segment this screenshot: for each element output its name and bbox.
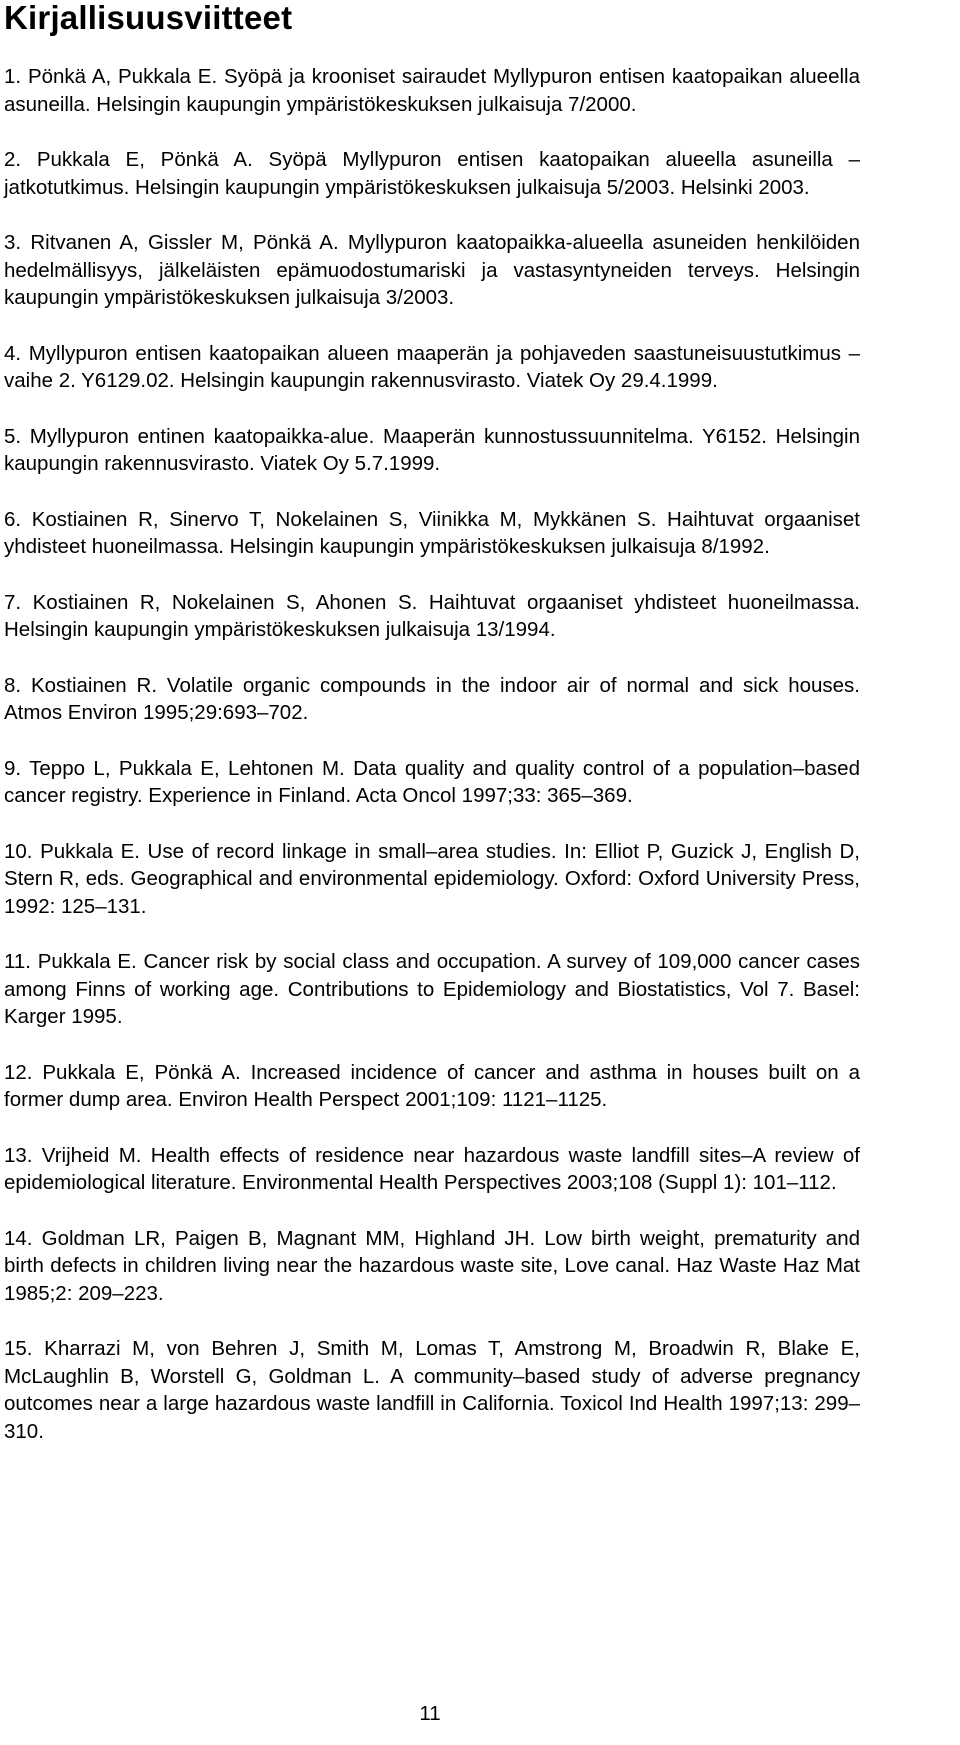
reference-item: 1. Pönkä A, Pukkala E. Syöpä ja krooniset sairaudet Myllypuron entisen kaatopaikan alueella asuneilla. Helsingin kaupungin ympäristökeskuksen julkaisuja 7/2000. — [4, 65, 860, 116]
reference-item: 12. Pukkala E, Pönkä A. Increased incidence of cancer and asthma in houses built on a former dump area. Environ Health Perspect 2001;109: 1121–1125. — [4, 1060, 860, 1111]
reference-item: 13. Vrijheid M. Health effects of residence near hazardous waste landfill sites–A review of epidemiological literature. Environmental Health Perspectives 2003;108 (Suppl 1): 101–112. — [4, 1143, 860, 1194]
reference-item: 11. Pukkala E. Cancer risk by social class and occupation. A survey of 109,000 cancer cases among Finns of working age. Contributions to Epidemiology and Biostatistics, Vol 7. Basel: Karger 1995. — [4, 950, 860, 1028]
reference-list — [4, 63, 860, 1445]
reference-item: 14. Goldman LR, Paigen B, Magnant MM, Highland JH. Low birth weight, prematurity and birth defects in children living near the hazardous waste site, Love canal. Haz Waste Haz Mat 1985;2: 209–223. — [4, 1226, 860, 1305]
reference-item: 9. Teppo L, Pukkala E, Lehtonen M. Data quality and quality control of a population–based cancer registry. Experience in Finland. Acta Oncol 1997;33: 365–369. — [4, 756, 860, 807]
reference-item: 6. Kostiainen R, Sinervo T, Nokelainen S, Viinikka M, Mykkänen S. Haihtuvat orgaaniset yhdisteet huoneilmassa. Helsingin kaupungin ympäristökeskuksen julkaisuja 8/1992. — [4, 507, 860, 558]
reference-item: 7. Kostiainen R, Nokelainen S, Ahonen S. Haihtuvat orgaaniset yhdisteet huoneilmassa. Helsingin kaupungin ympäristökeskuksen julkaisuja 13/1994. — [4, 590, 860, 641]
page-number: 11 — [419, 1702, 441, 1725]
reference-item: 5. Myllypuron entinen kaatopaikka-alue. Maaperän kunnostussuunnitelma. Y6152. Helsingin kaupungin rakennusvirasto. Viatek Oy 5.7.1999. — [4, 424, 860, 475]
reference-item: 15. Kharrazi M, von Behren J, Smith M, Lomas T, Amstrong M, Broadwin R, Blake E, McLaughlin B, Worstell G, Goldman L. A community–based study of adverse pregnancy outcomes near a large hazardous waste landfill in California. Toxicol Ind Health 1997;13: 299–310. — [4, 1337, 860, 1443]
reference-item: 2. Pukkala E, Pönkä A. Syöpä Myllypuron entisen kaatopaikan alueella asuneilla – jatkotutkimus. Helsingin kaupungin ympäristökeskuksen julkaisuja 5/2003. Helsinki 2003. — [4, 148, 860, 199]
reference-item: 10. Pukkala E. Use of record linkage in small–area studies. In: Elliot P, Guzick J, English D, Stern R, eds. Geographical and environmental epidemiology. Oxford: Oxford University Press, 1992: 125–131. — [4, 839, 860, 918]
reference-item: 3. Ritvanen A, Gissler M, Pönkä A. Myllypuron kaatopaikka-alueella asuneiden henkilöiden hedelmällisyys, jälkeläisten epämuodostumariski ja vastasyntyneiden terveys. Helsingin kaupungin ympäristökeskuksen julkaisuja 3/2003. — [4, 231, 860, 309]
reference-item: 8. Kostiainen R. Volatile organic compounds in the indoor air of normal and sick houses. Atmos Environ 1995;29:693–702. — [4, 673, 860, 724]
reference-item: 4. Myllypuron entisen kaatopaikan alueen maaperän ja pohjaveden saastuneisuustutkimus – vaihe 2. Y6129.02. Helsingin kaupungin rakennusvirasto. Viatek Oy 29.4.1999. — [4, 341, 860, 392]
page-title: Kirjallisuusviitteet — [4, 0, 293, 36]
